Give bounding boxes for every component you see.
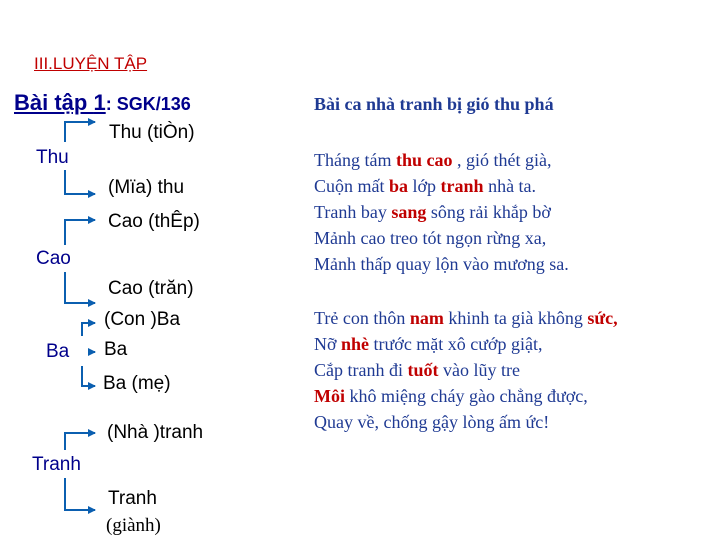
poem-text: Trẻ con thôn (314, 308, 410, 328)
tree-word-thu: Thu (36, 147, 69, 168)
poem-keyword: Môi (314, 386, 345, 406)
tree-derived: (Nhà )tranh (107, 422, 204, 443)
tree-derived: (giành) (106, 515, 161, 536)
poem-text: Mảnh thấp quay lộn vào mương sa. (314, 254, 569, 274)
poem-line (314, 251, 569, 277)
tree-word-cao: Cao (36, 248, 71, 269)
arrow-thu-2 (65, 170, 95, 194)
exercise-ref: : SGK/136 (105, 94, 191, 114)
poem-text: Cắp tranh đi (314, 360, 408, 380)
poem-text: trước mặt xô cướp giật, (369, 334, 543, 354)
poem-text: khinh ta già không (443, 308, 588, 328)
poem-line (314, 331, 618, 357)
arrow-cao-1 (65, 220, 95, 245)
tree-derived: (Con )Ba (104, 309, 181, 330)
tree-derived: Cao (thÊp) (108, 211, 200, 232)
tree-derived: Ba (104, 339, 128, 360)
poem-text: nhà ta. (483, 176, 537, 196)
section-title: III.LUYỆN TẬP (34, 54, 148, 73)
poem-line (314, 173, 569, 199)
arrow-tranh-1 (65, 433, 95, 450)
poem-keyword: nam (409, 308, 444, 328)
poem-text: , gió thét già, (452, 150, 552, 170)
tree-derived: (Mïa) thu (108, 177, 185, 198)
poem-text: vào lũy tre (438, 360, 520, 380)
poem-keyword: sức, (587, 308, 618, 328)
poem-stanza-1 (314, 147, 569, 277)
poem-line (314, 225, 569, 251)
arrow-ba-3 (82, 366, 95, 386)
arrow-tranh-2 (65, 478, 95, 510)
poem-keyword: sang (391, 202, 427, 222)
poem-text: khô miệng cháy gào chẳng được, (345, 386, 588, 406)
poem-keyword: ba (389, 176, 409, 196)
tree-derived: Ba (mẹ) (103, 373, 171, 394)
tree-word-ba: Ba (46, 341, 70, 362)
poem-text: Nỡ (314, 334, 342, 354)
poem-line (314, 383, 618, 409)
poem-line (314, 199, 569, 225)
poem-line (314, 305, 618, 331)
poem-keyword: tuốt (407, 360, 439, 380)
exercise-number: 1 (93, 90, 106, 115)
poem-keyword: thu cao (395, 150, 453, 170)
poem-stanza-2 (314, 305, 618, 435)
poem-text: Tháng tám (314, 150, 396, 170)
poem-title: Bài ca nhà tranh bị gió thu phá (314, 94, 554, 114)
poem-text: Quay về, chống gậy lòng ấm ức! (314, 412, 550, 432)
poem-line (314, 409, 618, 435)
arrow-ba-1 (82, 323, 95, 336)
poem-text: Tranh bay (314, 202, 392, 222)
poem-text: lớp (408, 176, 441, 196)
poem-text: Mảnh cao treo tót ngọn rừng xa, (314, 228, 547, 248)
poem-line (314, 357, 618, 383)
poem-keyword: tranh (440, 176, 484, 196)
poem-line (314, 147, 569, 173)
tree-word-tranh: Tranh (32, 454, 81, 475)
arrow-thu-1 (65, 122, 95, 142)
tree-derived: Cao (trăn) (108, 278, 194, 299)
arrow-cao-2 (65, 272, 95, 303)
poem-text: Cuộn mất (314, 176, 389, 196)
tree-derived: Tranh (108, 488, 157, 509)
exercise-label: Bài tập (14, 90, 94, 115)
poem-keyword: nhè (341, 334, 370, 354)
poem-text: sông rải khắp bờ (426, 202, 551, 222)
tree-derived: Thu (tiÒn) (109, 122, 195, 143)
